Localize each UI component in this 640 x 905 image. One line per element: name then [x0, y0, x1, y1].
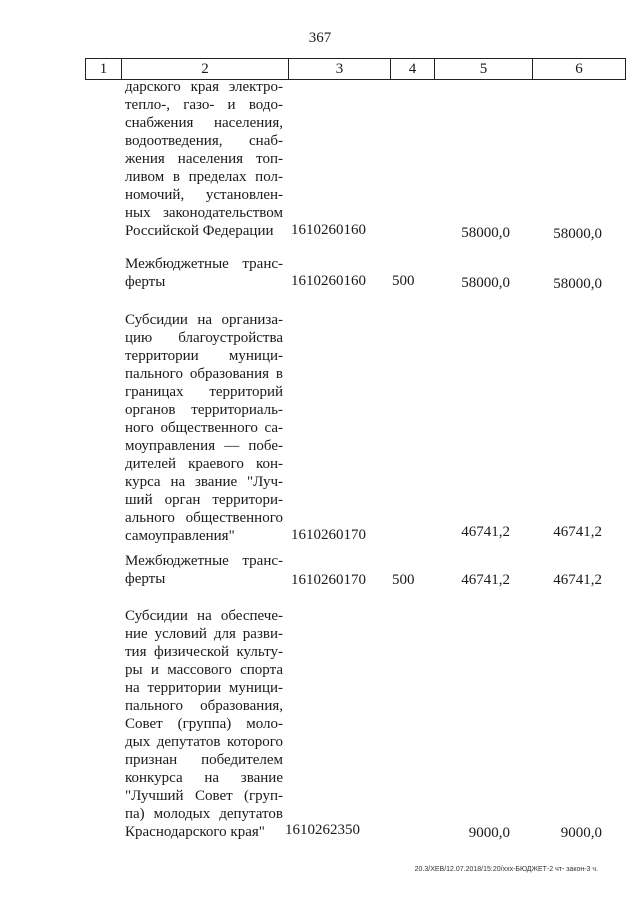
description-line: Российской Федерации — [125, 223, 274, 239]
description-line: ливом в пределах пол- — [125, 169, 283, 185]
description-line: курса на звание "Луч- — [125, 474, 283, 490]
row-kind: 500 — [392, 273, 415, 289]
column-header-5: 5 — [435, 59, 533, 80]
description-line: па) молодых депутатов — [125, 806, 283, 822]
column-header-4: 4 — [391, 59, 435, 80]
description-line: тепло-, газо- и водо- — [125, 97, 283, 113]
description-line: ных законодательством — [125, 205, 283, 221]
footer-stamp: 20.3/ХЕВ/12.07.2018/15:20/ххх-БЮДЖЕТ-2 чт- закон-3 ч. — [414, 866, 598, 873]
description-line: ферты — [125, 571, 166, 587]
description-line: цию благоустройства — [125, 330, 283, 346]
column-header-1: 1 — [86, 59, 122, 80]
row-description — [125, 552, 283, 588]
description-line: ального общественного — [125, 510, 283, 526]
row-value-5: 58000,0 — [461, 225, 510, 241]
row-description — [125, 607, 283, 841]
page-number: 367 — [308, 30, 332, 46]
description-line: Межбюджетные транс- — [125, 553, 283, 569]
row-description — [125, 78, 283, 240]
row-value-6: 9000,0 — [560, 825, 602, 841]
description-line: снабжения населения, — [125, 115, 283, 131]
row-code: 1610260160 — [291, 222, 366, 238]
row-value-5: 46741,2 — [461, 524, 510, 540]
description-line: органов территориаль- — [125, 402, 283, 418]
row-value-5: 58000,0 — [461, 275, 510, 291]
row-value-5: 9000,0 — [468, 825, 510, 841]
description-line: ного общественного са- — [125, 420, 283, 436]
row-value-6: 58000,0 — [553, 276, 602, 292]
description-line: Совет (группа) моло- — [125, 716, 283, 732]
description-line: конкурса на звание — [125, 770, 283, 786]
column-header-2: 2 — [122, 59, 289, 80]
description-line: территории муници- — [125, 348, 283, 364]
row-code: 1610260170 — [291, 527, 366, 543]
description-line: моуправления — побе- — [125, 438, 283, 454]
row-kind: 500 — [392, 572, 415, 588]
description-line: пального образования в — [125, 366, 283, 382]
description-line: ры и массового спорта — [125, 662, 283, 678]
row-value-5: 46741,2 — [461, 572, 510, 588]
row-value-6: 58000,0 — [553, 226, 602, 242]
description-line: на территории муници- — [125, 680, 283, 696]
description-line: самоуправления" — [125, 528, 235, 544]
description-line: ние условий для разви- — [125, 626, 283, 642]
row-code: 1610260160 — [291, 273, 366, 289]
description-line: дителей краевого кон- — [125, 456, 283, 472]
row-value-6: 46741,2 — [553, 572, 602, 588]
row-description — [125, 255, 283, 291]
description-line: Субсидии на обеспече- — [125, 608, 283, 624]
column-header-row — [85, 58, 626, 80]
column-header-6: 6 — [533, 59, 626, 80]
row-description — [125, 311, 283, 545]
column-header-3: 3 — [289, 59, 391, 80]
description-line: пального образования, — [125, 698, 283, 714]
description-line: признан победителем — [125, 752, 283, 768]
description-line: номочий, установлен- — [125, 187, 283, 203]
description-line: дых депутатов которого — [125, 734, 283, 750]
description-line: "Лучший Совет (груп- — [125, 788, 283, 804]
description-line: ферты — [125, 274, 166, 290]
description-line: водоотведения, снаб- — [125, 133, 283, 149]
description-line: границах территорий — [125, 384, 283, 400]
description-line: жения населения топ- — [125, 151, 283, 167]
description-line: тия физической культу- — [125, 644, 283, 660]
description-line: Межбюджетные транс- — [125, 256, 283, 272]
description-line: дарского края электро- — [125, 79, 283, 95]
description-line: Краснодарского края" — [125, 824, 265, 840]
description-line: ший орган территори- — [125, 492, 283, 508]
row-value-6: 46741,2 — [553, 524, 602, 540]
row-code: 1610262350 — [285, 822, 360, 838]
description-line: Субсидии на организа- — [125, 312, 283, 328]
row-code: 1610260170 — [291, 572, 366, 588]
